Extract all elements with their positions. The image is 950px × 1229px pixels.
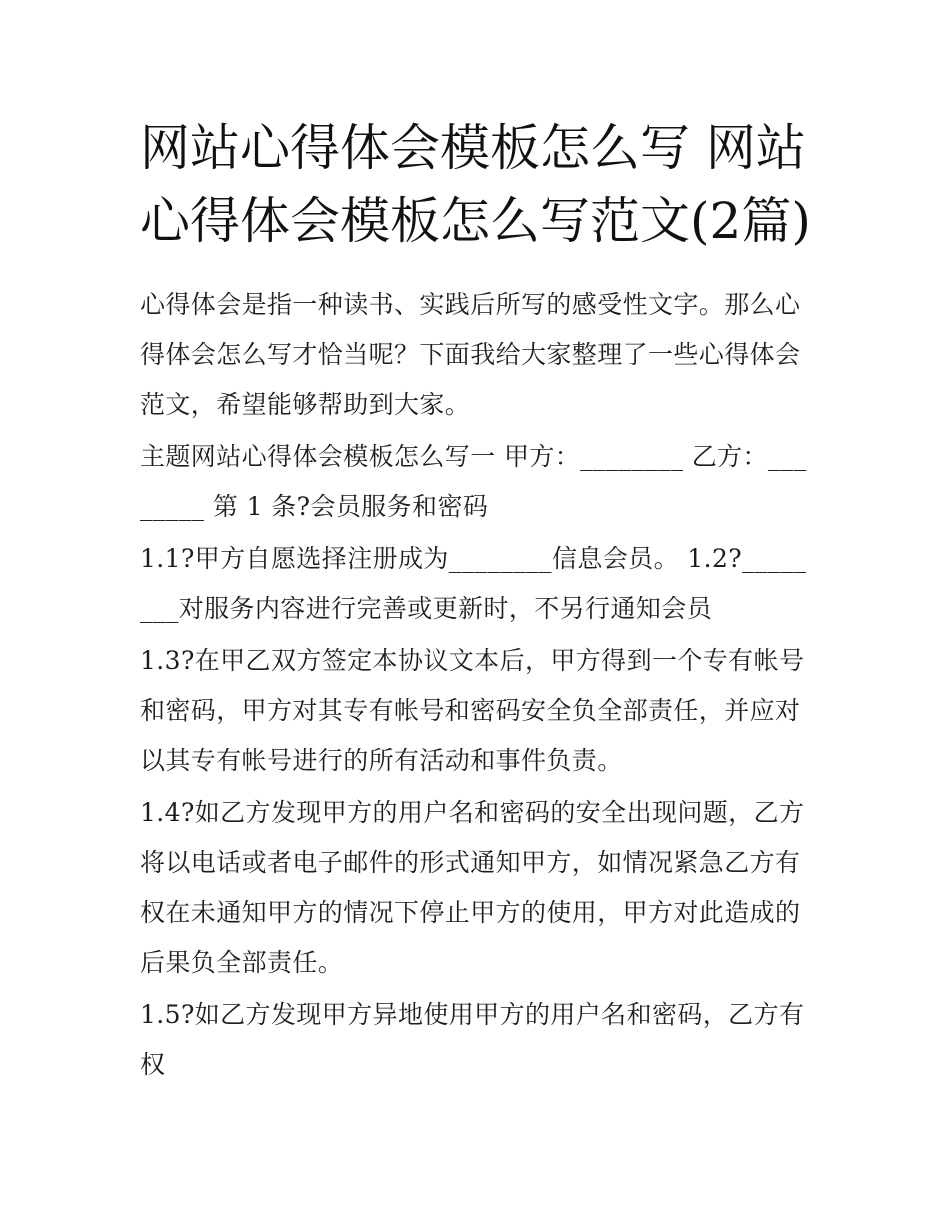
clause-1-1-paragraph: 1.1?甲方自愿选择注册成为________信息会员。 1.2?________对服务内容进行完善或更新时，不另行通知会员 (140, 544, 807, 623)
clause-1-3-paragraph: 1.3?在甲乙双方签定本协议文本后，甲方得到一个专有帐号和密码，甲方对其专有帐号和密码安全负全部责任，并应对以其专有帐号进行的所有活动和事件负责。 (140, 646, 805, 775)
document-content (140, 112, 812, 1090)
document-title: 网站心得体会模板怎么写 网站心得体会模板怎么写范文(2篇) (140, 119, 811, 250)
clause-1-5-paragraph: 1.5?如乙方发现甲方异地使用甲方的用户名和密码，乙方有权 (140, 1000, 805, 1079)
intro-paragraph: 心得体会是指一种读书、实践后所写的感受性文字。那么心得体会怎么写才恰当呢？下面我给大家整理了一些心得体会范文，希望能够帮助到大家。 (140, 290, 801, 419)
document-body (140, 280, 812, 1090)
clause-1-4-paragraph: 1.4?如乙方发现甲方的用户名和密码的安全出现问题，乙方将以电话或者电子邮件的形式通知甲方，如情况紧急乙方有权在未通知甲方的情况下停止甲方的使用，甲方对此造成的后果负全部责任。 (140, 798, 805, 977)
agreement-header-paragraph: 主题网站心得体会模板怎么写一 甲方：________ 乙方：________ 第 1 条?会员服务和密码 (140, 442, 807, 521)
